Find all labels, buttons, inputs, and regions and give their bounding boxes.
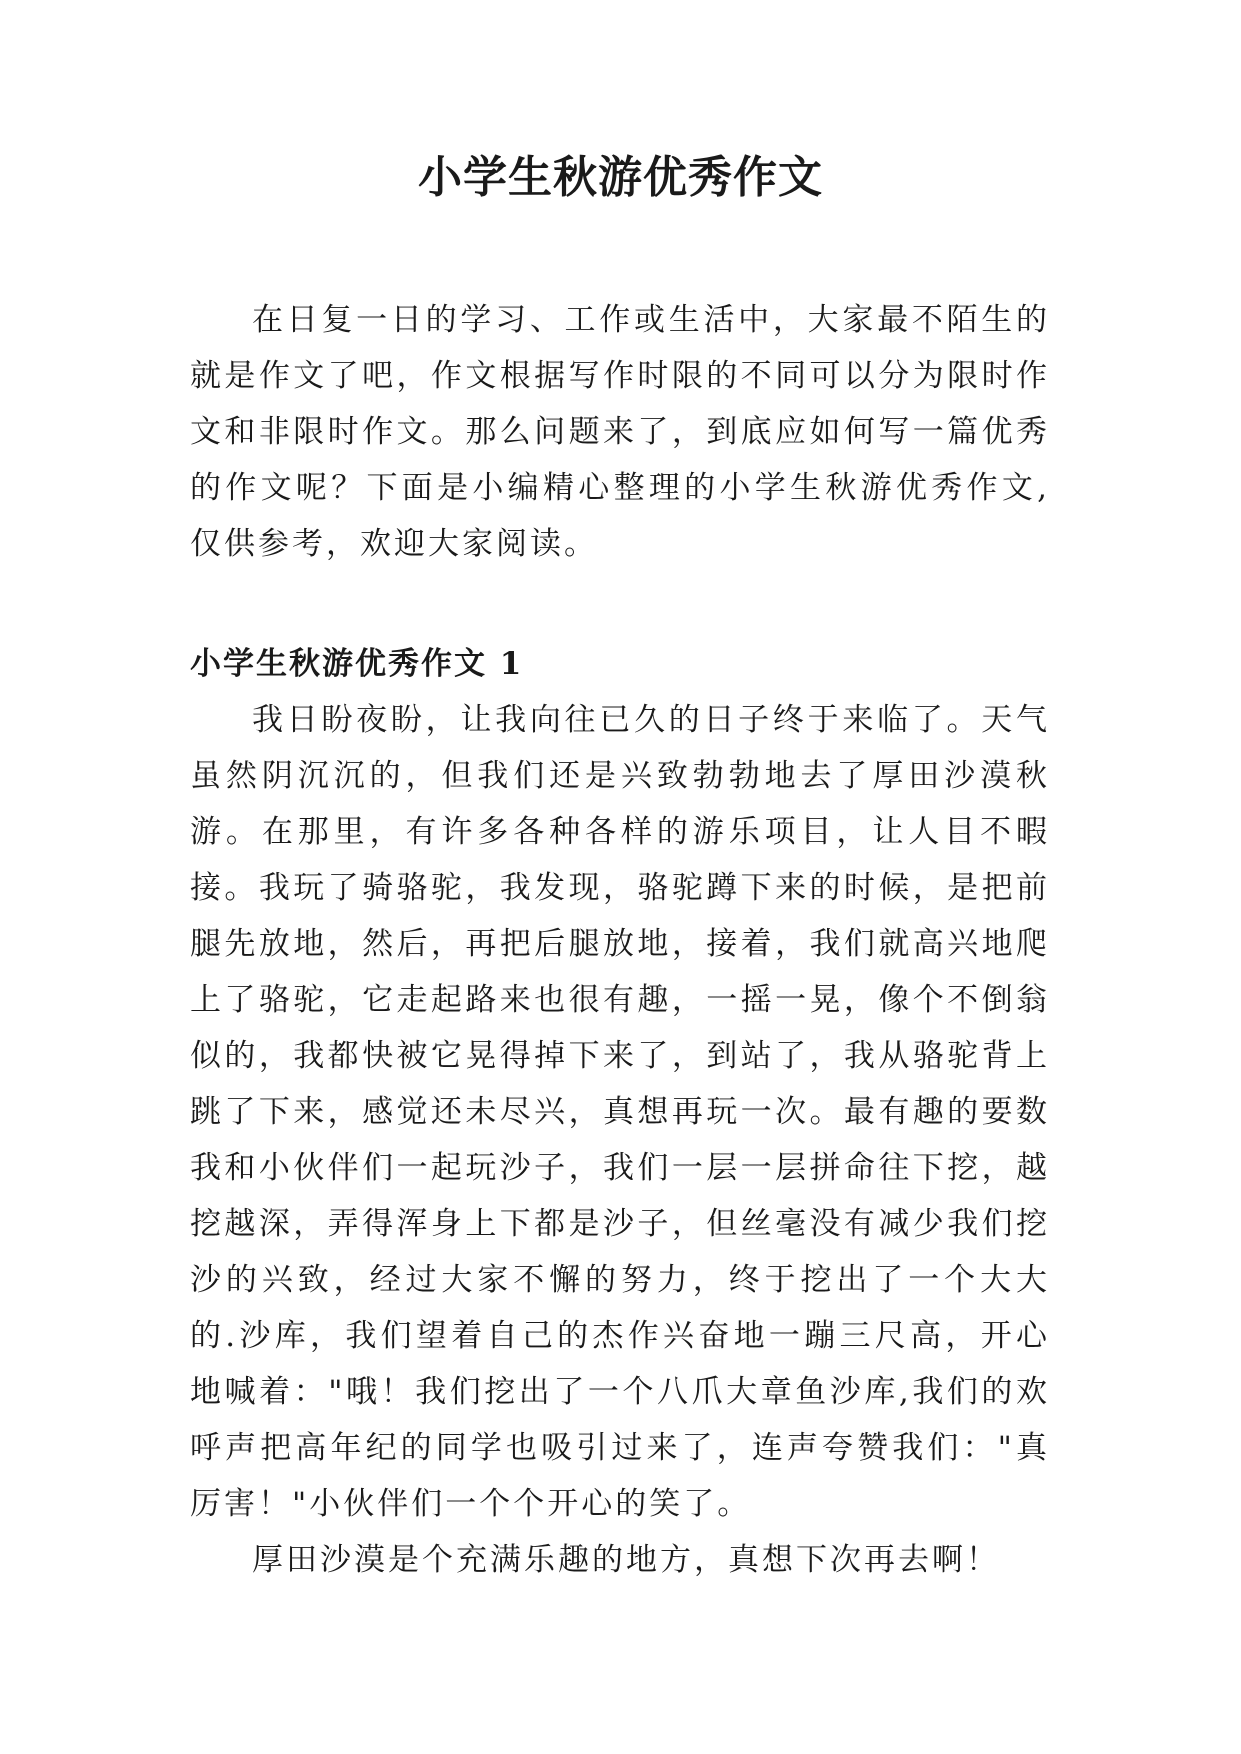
section-heading: 小学生秋游优秀作文 1 [190, 646, 524, 682]
document-body [190, 292, 1050, 1588]
body-paragraph: 我日盼夜盼，让我向往已久的日子终于来临了。天气虽然阴沉沉的，但我们还是兴致勃勃地去了厚田沙漠秋游。在那里，有许多各种各样的游乐项目，让人目不暇接。我玩了骑骆驼，我发现，骆驼蹲下来的时候，是把前腿先放地，然后，再把后腿放地，接着，我们就高兴地爬上了骆驼，它走起路来也很有趣，一摇一晃，像个不倒翁似的，我都快被它晃得掉下来了，到站了，我从骆驼背上跳了下来，感觉还未尽兴，真想再玩一次。最有趣的要数我和小伙伴们一起玩沙子，我们一层一层拼命往下挖，越挖越深，弄得浑身上下都是沙子，但丝毫没有减少我们挖沙的兴致，经过大家不懈的努力，终于挖出了一个大大的.沙库，我们望着自己的杰作兴奋地一蹦三尺高，开心地喊着："哦！我们挖出了一个八爪大章鱼沙库,我们的欢呼声把高年纪的同学也吸引过来了，连声夸赞我们："真厉害！"小伙伴们一个个开心的笑了。 [190, 702, 1050, 1522]
document-title: 小学生秋游优秀作文 [418, 152, 823, 203]
body-paragraph: 厚田沙漠是个充满乐趣的地方，真想下次再去啊！ [252, 1542, 1000, 1578]
intro-paragraph: 在日复一日的学习、工作或生活中，大家最不陌生的就是作文了吧，作文根据写作时限的不同可以分为限时作文和非限时作文。那么问题来了，到底应如何写一篇优秀的作文呢？下面是小编精心整理的小学生秋游优秀作文,仅供参考，欢迎大家阅读。 [190, 302, 1050, 562]
